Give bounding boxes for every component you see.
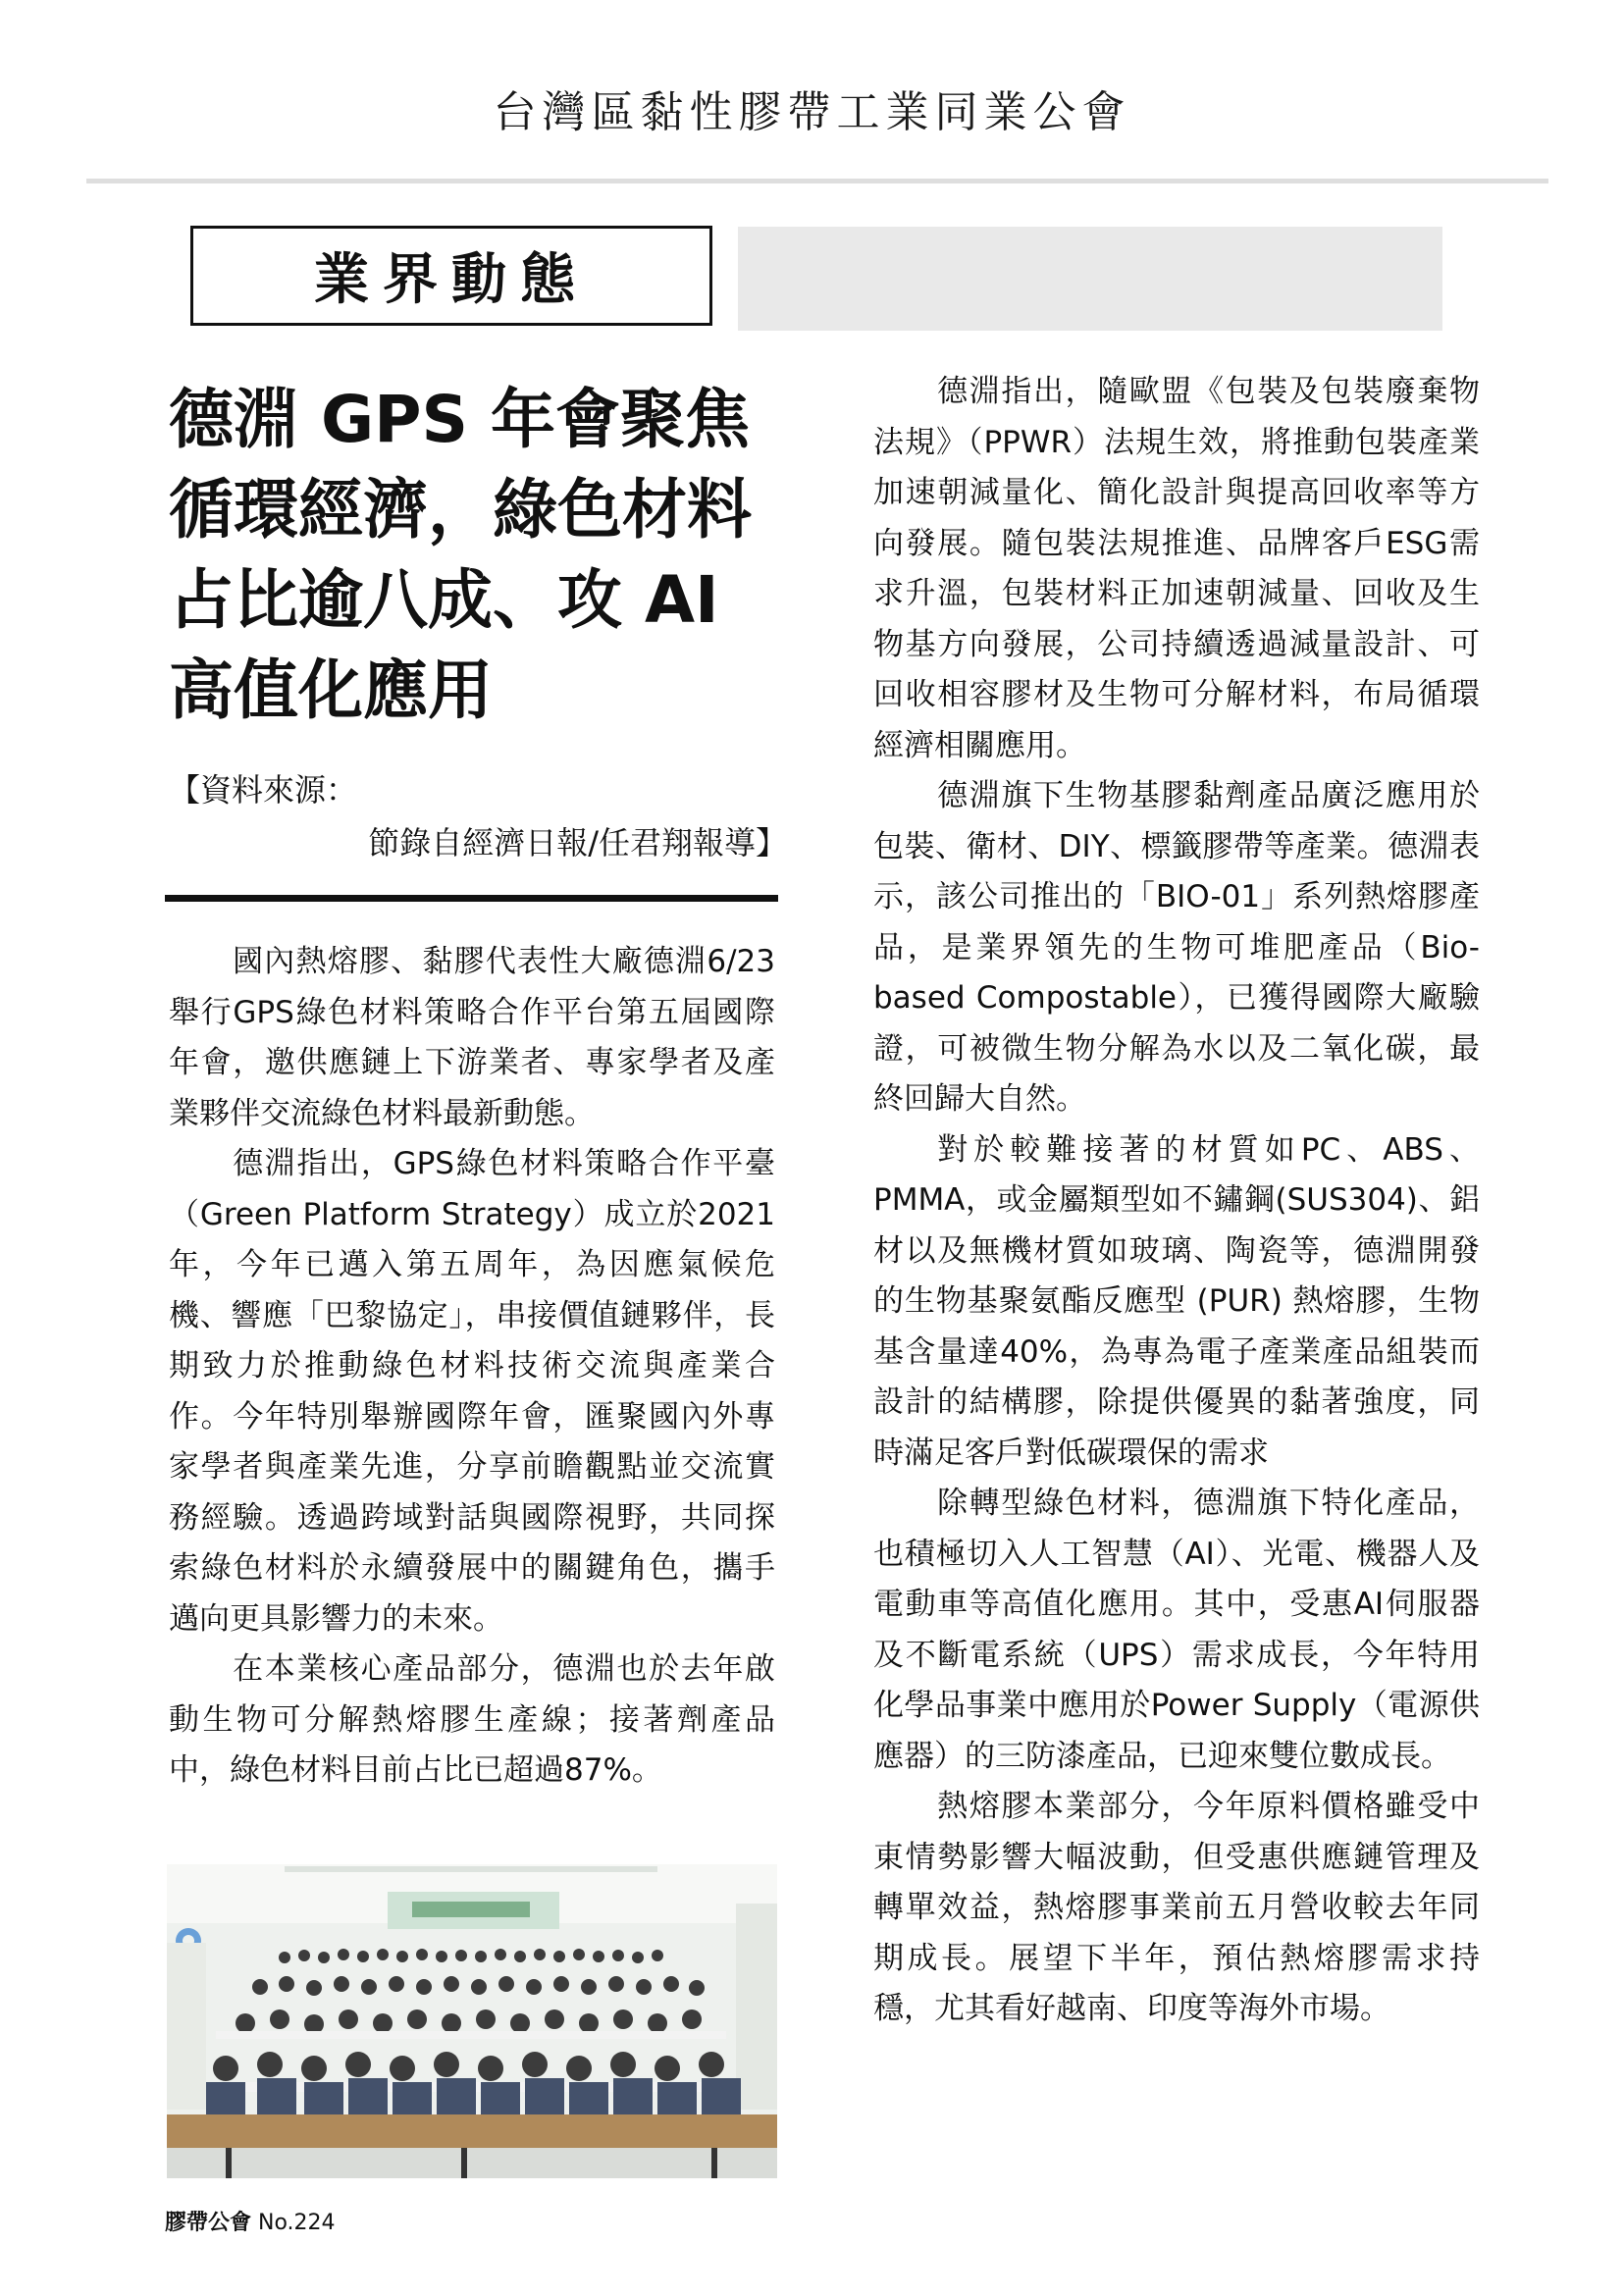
source-divider [165,895,778,902]
headline-line: 循環經濟，綠色材料 [169,472,752,548]
paragraph: 除轉型綠色材料，德淵旗下特化產品，也積極切入人工智慧（AI）、光電、機器人及電動車等高值化應用。其中，受惠AI伺服器及不斷電系統（UPS）需求成長，今年特用化學品事業中應用於Power Supply（電源供應器）的三防漆產品，已迎來雙位數成長。 [873,1486,1480,1774]
headline-line: 高值化應用 [169,652,493,728]
paragraph: 德淵指出，隨歐盟《包裝及包裝廢棄物法規》（PPWR）法規生效，將推動包裝產業加速朝減量化、簡化設計與提高回收率等方向發展。隨包裝法規推進、品牌客戶ESG需求升溫，包裝材料正加速朝減量、回收及生物基方向發展，公司持續透過減量設計、可回收相容膠材及生物可分解材料，布局循環經濟相關應用。 [873,374,1480,763]
paragraph: 國內熱熔膠、黏膠代表性大廠德淵6/23舉行GPS綠色材料策略合作平台第五屆國際年會，邀供應鏈上下游業者、專家學者及產業夥伴交流綠色材料最新動態。 [169,944,775,1131]
association-name: 台灣區黏性膠帶工業同業公會 [493,87,1131,137]
paragraph: 德淵旗下生物基膠黏劑產品廣泛應用於包裝、衛材、DIY、標籤膠帶等產業。德淵表示，該公司推出的「BIO-01」系列熱熔膠產品，是業界領先的生物可堆肥產品（Bio-based Compostable），已獲得國際大廠驗證，可被微生物分解為水以及二氧化碳，最終回歸大自然。 [873,778,1480,1117]
article-column-right [873,367,1480,2035]
issue-number: No.224 [258,2211,336,2235]
article-headline [169,375,797,736]
source-label: 【資料來源： [169,771,358,809]
page-footer [165,2206,336,2236]
section-banner-bar [738,227,1442,331]
header-divider [86,179,1548,183]
section-label: 業界動態 [190,226,712,326]
paragraph: 在本業核心產品部分，德淵也於去年啟動生物可分解熱熔膠生產線；接著劑產品中，綠色材料目前占比已超過87%。 [169,1651,775,1788]
headline-line: 占比逾八成、攻 AI [169,562,719,638]
headline-line: 德淵 GPS 年會聚焦 [169,382,751,457]
conference-group-photo [167,1864,777,2178]
source-detail: 節錄自經濟日報/任君翔報導】 [368,824,787,861]
publication-name: 膠帶公會 [165,2211,252,2235]
paragraph: 熱熔膠本業部分，今年原料價格雖受中東情勢影響大幅波動，但受惠供應鏈管理及轉單效益，熱熔膠事業前五月營收較去年同期成長。展望下半年，預估熱熔膠需求持穩，尤其看好越南、印度等海外市場。 [873,1789,1480,2026]
article-source [169,763,787,869]
article-column-left [169,937,775,1797]
paragraph: 德淵指出，GPS綠色材料策略合作平臺（Green Platform Strategy）成立於2021年，今年已邁入第五周年，為因應氣候危機、響應「巴黎協定」，串接價值鏈夥伴，長期致力於推動綠色材料技術交流與產業合作。今年特別舉辦國際年會，匯聚國內外專家學者與產業先進，分享前瞻觀點並交流實務經驗。透過跨域對話與國際視野，共同探索綠色材料於永續發展中的關鍵角色，攜手邁向更具影響力的未來。 [169,1146,775,1637]
paragraph: 對於較難接著的材質如PC、ABS、PMMA，或金屬類型如不鏽鋼(SUS304)、鋁材以及無機材質如玻璃、陶瓷等，德淵開發的生物基聚氨酯反應型 (PUR) 熱熔膠，生物基含量達40%，為專為電子產業產品組裝而設計的結構膠，除提供優異的黏著強度，同時滿足客戶對低碳環保的需求 [873,1131,1480,1471]
